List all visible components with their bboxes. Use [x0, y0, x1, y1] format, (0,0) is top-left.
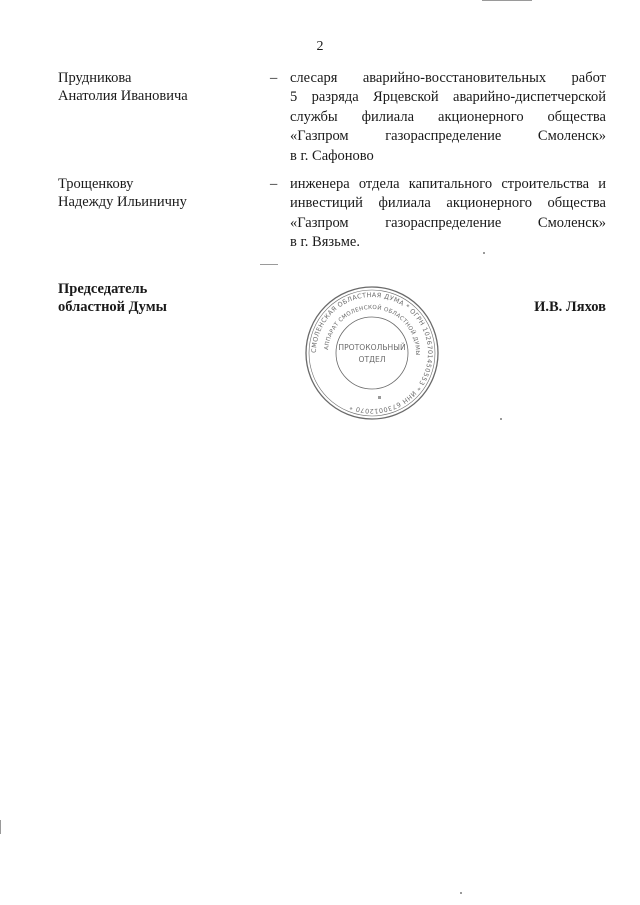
signer-title-line: Председатель — [58, 281, 148, 297]
person-name-line: Анатолия Ивановича — [58, 88, 188, 104]
person-name-line: Прудникова — [58, 70, 132, 86]
seal-center-text: ПРОТОКОЛЬНЫЙ — [338, 343, 406, 352]
scan-artifact — [500, 418, 502, 420]
seal-inner-ring-text: АППАРАТ СМОЛЕНСКОЙ ОБЛАСТНОЙ ДУМЫ — [324, 304, 421, 356]
person-name-line: Надежду Ильиничну — [58, 194, 187, 210]
person-name-line: Трощенкову — [58, 176, 134, 192]
signer-title-line: областной Думы — [58, 299, 167, 315]
seal-inner-ring — [336, 317, 408, 389]
scan-artifact — [260, 264, 278, 265]
person-name — [58, 69, 258, 105]
person-position — [290, 175, 606, 253]
separator-dash: – — [270, 176, 278, 192]
position-line: службы филиала акционерного общества — [290, 108, 606, 125]
signer-name: И.В. Ляхов — [534, 299, 606, 315]
scan-artifact — [378, 396, 381, 399]
signer-title — [58, 280, 167, 316]
position-line: «Газпром газораспределение Смоленск» — [290, 214, 606, 231]
position-line: слесаря аварийно-восстановительных работ — [290, 70, 606, 86]
position-line: в г. Вязьме. — [290, 234, 360, 251]
person-position — [290, 69, 606, 166]
scan-artifact — [482, 0, 532, 1]
position-line: 5 разряда Ярцевской аварийно-диспетчерской — [290, 89, 606, 106]
position-line: инвестиций филиала акционерного общества — [290, 195, 606, 212]
official-seal — [302, 283, 442, 423]
seal-ring-text: СМОЛЕНСКАЯ ОБЛАСТНАЯ ДУМА * ОГРН 1026701450553 * ИНН 6730012070 * — [309, 290, 435, 416]
position-line: инженера отдела капитального строительства и — [290, 176, 606, 192]
page-number: 2 — [316, 39, 324, 54]
scan-artifact — [0, 820, 1, 834]
position-line: в г. Сафоново — [290, 147, 374, 164]
separator-dash: – — [270, 70, 278, 86]
scan-artifact — [460, 892, 462, 894]
position-line: «Газпром газораспределение Смоленск» — [290, 128, 606, 145]
seal-center-text: ОТДЕЛ — [358, 355, 386, 364]
scan-artifact — [483, 252, 485, 254]
person-name — [58, 175, 258, 211]
